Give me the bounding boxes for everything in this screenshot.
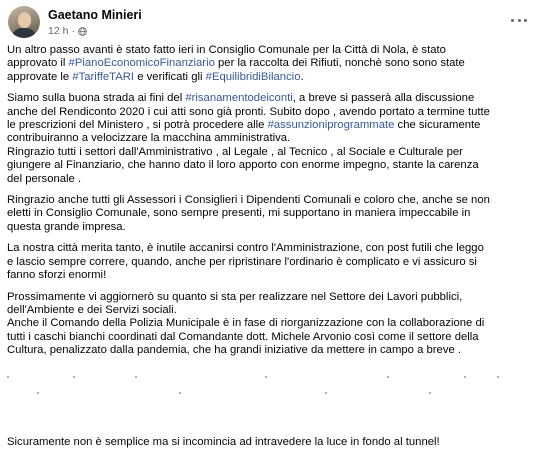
text-segment: per la raccolta dei Rifiuti, nonchè sono sono state <box>214 57 465 70</box>
text-segment: anche del Rendiconto 2020 i cui atti sono già pronti. Subito dopo , avendo portato a termine tutte <box>7 105 490 118</box>
post-time[interactable]: 12 h <box>48 25 69 37</box>
text-segment: Cultura, penalizzato dalla pandemia, che ha grandi iniziative da mettere in campo a breve . <box>7 344 462 357</box>
text-line <box>7 291 529 304</box>
post-meta <box>48 25 87 37</box>
text-line <box>7 119 529 132</box>
text-segment: Un altro passo avanti è stato fatto ieri in Consiglio Comunale per la Città di Nola, è stato <box>7 44 446 56</box>
text-segment: che sicuramente <box>394 119 481 132</box>
avatar-face <box>18 12 31 28</box>
text-segment: Siamo sulla buona strada ai fini del <box>7 92 186 105</box>
more-options-icon[interactable] <box>511 14 527 26</box>
text-segment: del personale . <box>7 172 82 185</box>
text-line <box>7 269 529 282</box>
rendering-dot <box>464 376 466 378</box>
text-line <box>7 256 529 269</box>
text-line <box>7 92 529 105</box>
text-segment: dell'Ambiente e dei Servizi sociali. <box>7 303 177 316</box>
text-segment: tutti i caschi bianchi coordinati dal Comandante dott. Michele Arvonio così come il settore della <box>7 330 479 343</box>
text-line <box>7 304 529 317</box>
post-paragraph <box>7 291 529 358</box>
post-body <box>7 44 529 366</box>
rendering-dot <box>497 376 499 378</box>
meta-separator: · <box>71 25 75 37</box>
rendering-dot <box>135 376 137 378</box>
text-line <box>7 317 529 330</box>
text-segment: questa grande impresa. <box>7 220 126 233</box>
text-segment: eletti in Consiglio Comunale, sono sempre presenti, mi supportano in maniera impeccabile in <box>7 207 471 220</box>
hashtag-link[interactable]: #PianoEconomicoFinanziario <box>68 57 215 70</box>
text-segment: . <box>300 70 304 83</box>
text-line <box>7 221 529 234</box>
text-line <box>7 344 529 357</box>
text-line <box>7 146 529 159</box>
text-segment: , a breve si passerà alla discussione <box>292 92 475 105</box>
text-segment: approvate le <box>7 70 73 83</box>
text-line <box>7 207 529 220</box>
text-line <box>7 132 529 145</box>
text-segment: La nostra città merita tanto, è inutile accanirsi contro l'Amministrazione, con post futili che leggo <box>7 242 484 255</box>
post-paragraph <box>7 92 529 186</box>
rendering-dot <box>7 376 9 378</box>
rendering-dots <box>7 373 529 397</box>
hashtag-link[interactable]: #assunzioniprogrammate <box>267 119 395 132</box>
text-segment: giungere al Finanziario, che hanno dato il loro apporto con enorme impegno, stante la carenza <box>7 159 479 172</box>
globe-icon <box>78 27 87 36</box>
more-dot <box>524 19 527 22</box>
post-header <box>8 6 529 40</box>
text-line <box>7 44 529 57</box>
text-segment: e verificati gli <box>134 70 206 83</box>
author-name[interactable]: Gaetano Minieri <box>48 8 142 22</box>
text-line <box>7 331 529 344</box>
text-line <box>7 159 529 172</box>
text-segment: contribuiranno a velocizzare la macchina amministrativa. <box>7 132 291 145</box>
rendering-dot <box>387 376 389 378</box>
more-dot <box>518 19 521 22</box>
hashtag-link[interactable]: #risanamentodeiconti <box>185 92 293 105</box>
text-line <box>7 71 529 84</box>
text-line <box>7 106 529 119</box>
rendering-dot <box>179 392 181 394</box>
text-segment: Ringrazio anche tutti gli Assessori i Consiglieri i Dipendenti Comunali e coloro che, anche se non <box>7 194 490 207</box>
rendering-dot <box>37 392 39 394</box>
rendering-dot <box>265 376 267 378</box>
text-line <box>7 173 529 186</box>
text-segment: fanno sforzi enormi! <box>7 269 107 282</box>
text-segment: e lascio sempre correre, quando, anche per ripristinare l'ordinario è complicato e vi assicuro si <box>7 255 477 268</box>
text-line <box>7 57 529 70</box>
text-segment: Anche il Comando della Polizia Municipale è in fase di riorganizzazione con la collaborazione di <box>7 317 485 330</box>
text-segment: Prossimamente vi aggiornerò su quanto si sta per realizzare nel Settore dei Lavori pubblici, <box>7 290 463 303</box>
text-line <box>7 242 529 255</box>
rendering-dot <box>73 376 75 378</box>
more-dot <box>511 19 514 22</box>
avatar-body <box>12 28 36 38</box>
text-line <box>7 194 529 207</box>
avatar[interactable] <box>8 6 40 38</box>
text-segment: le prescrizioni del Ministero , si potrà procedere alle <box>7 119 268 132</box>
post-paragraph <box>7 194 529 234</box>
post-paragraph <box>7 44 529 84</box>
hashtag-link[interactable]: #EquilibridiBilancio <box>205 70 301 83</box>
hashtag-link[interactable]: #TariffeTARI <box>72 70 135 83</box>
rendering-dot <box>325 392 327 394</box>
text-segment: Ringrazio tutti i settori dall'Amministrativo , al Legale , al Tecnico , al Sociale e Culturale per <box>7 145 463 158</box>
post-paragraph <box>7 242 529 282</box>
rendering-dot <box>429 392 431 394</box>
text-segment: approvato il <box>7 57 69 70</box>
closing-line: Sicuramente non è semplice ma si incomincia ad intravedere la luce in fondo al tunnel! <box>7 436 440 448</box>
